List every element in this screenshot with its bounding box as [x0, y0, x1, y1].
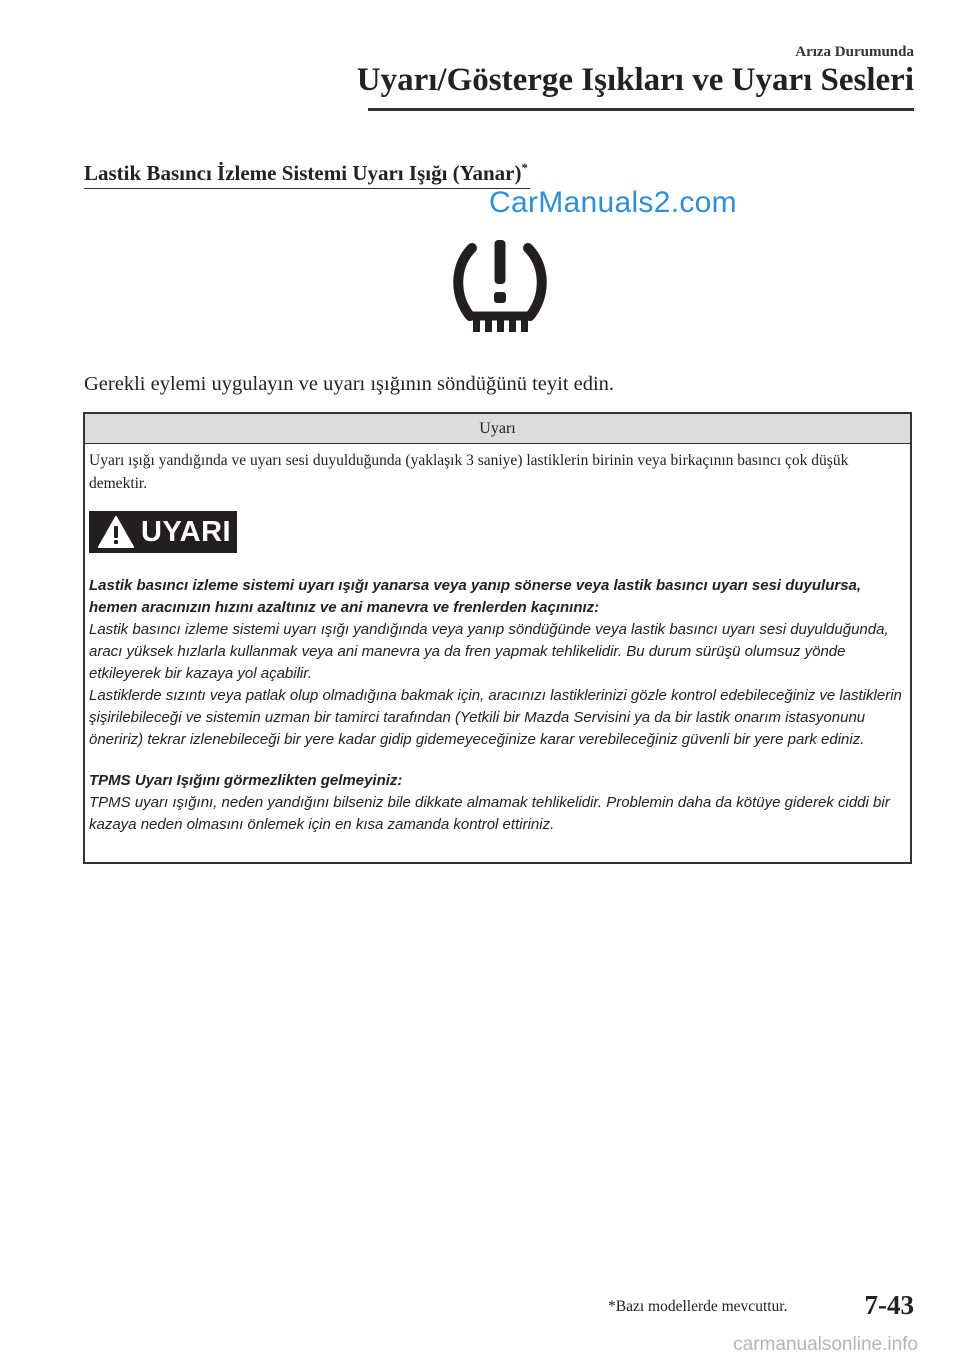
page-header-title: Uyarı/Gösterge Işıkları ve Uyarı Sesleri	[356, 62, 914, 98]
warning-paragraph: Lastik basıncı izleme sistemi uyarı ışığı yandığında veya yanıp söndüğünde veya lastik basıncı uyarı sesi duyulduğunda, aracı yüksek hızlarla kullanmak veya ani manevra ya da fren yapmak tehlikelidir. Bu durum sürüşü olumsuz yönde etkileyerek bir kazaya yol açabilir.	[89, 621, 889, 682]
warning-paragraph: Lastiklerde sızıntı veya patlak olup olmadığına bakmak için, aracınızı lastiklerinizi gözle kontrol edebileceğiniz ve lastiklerin şişirilebileceği ve sistemin uzman bir tamirci tarafından (Yetkili bir Mazda Servisini ya da bir lastik onarım istasyonunu öneririz) tekrar izlenebileceği bir yere kadar gidip gidemeyeceğinize karar verebileceğiniz güvenli bir yere park ediniz.	[89, 687, 902, 748]
warning-heading: Lastik basıncı izleme sistemi uyarı ışığı yanarsa veya yanıp sönerse veya lastik basıncı uyarı sesi duyulursa, hemen aracınızın hızını azaltınız ve ani manevra ve frenlerden kaçınınız:	[89, 577, 862, 616]
tpms-warning-icon	[448, 236, 552, 336]
header-divider	[368, 108, 914, 111]
warning-triangle-icon	[97, 515, 135, 549]
warning-heading: TPMS Uyarı Işığını görmezlikten gelmeyiniz:	[89, 772, 403, 789]
caution-box	[83, 412, 912, 864]
warning-badge-label: UYARI	[141, 515, 232, 548]
chapter-label: Arıza Durumunda	[795, 44, 914, 60]
asterisk-mark: *	[521, 160, 528, 175]
note-text: Uyarı ışığı yandığında ve uyarı sesi duyulduğunda (yaklaşık 3 saniye) lastiklerin birinin veya birkaçının basıncı çok düşük demektir.	[89, 452, 849, 492]
warning-badge	[89, 511, 237, 553]
section-title	[84, 160, 530, 189]
footnote: *Bazı modellerde mevcuttur.	[608, 1298, 788, 1315]
page-number: 7-43	[864, 1290, 914, 1320]
warning-paragraph: TPMS uyarı ışığını, neden yandığını bilseniz bile dikkate almamak tehlikelidir. Problemin daha da kötüye giderek ciddi bir kazaya neden olmasını önlemek için en kısa zamanda kontrol ettiriniz.	[89, 794, 890, 833]
caution-box-header: Uyarı	[85, 414, 910, 444]
watermark-logo: CarManuals2.com	[489, 186, 737, 219]
caution-box-body	[85, 444, 910, 836]
section-title-text: Lastik Basıncı İzleme Sistemi Uyarı Işığı (Yanar)	[84, 161, 522, 185]
intro-text: Gerekli eylemi uygulayın ve uyarı ışığının söndüğünü teyit edin.	[84, 373, 615, 395]
footer-watermark: carmanualsonline.info	[733, 1334, 918, 1355]
